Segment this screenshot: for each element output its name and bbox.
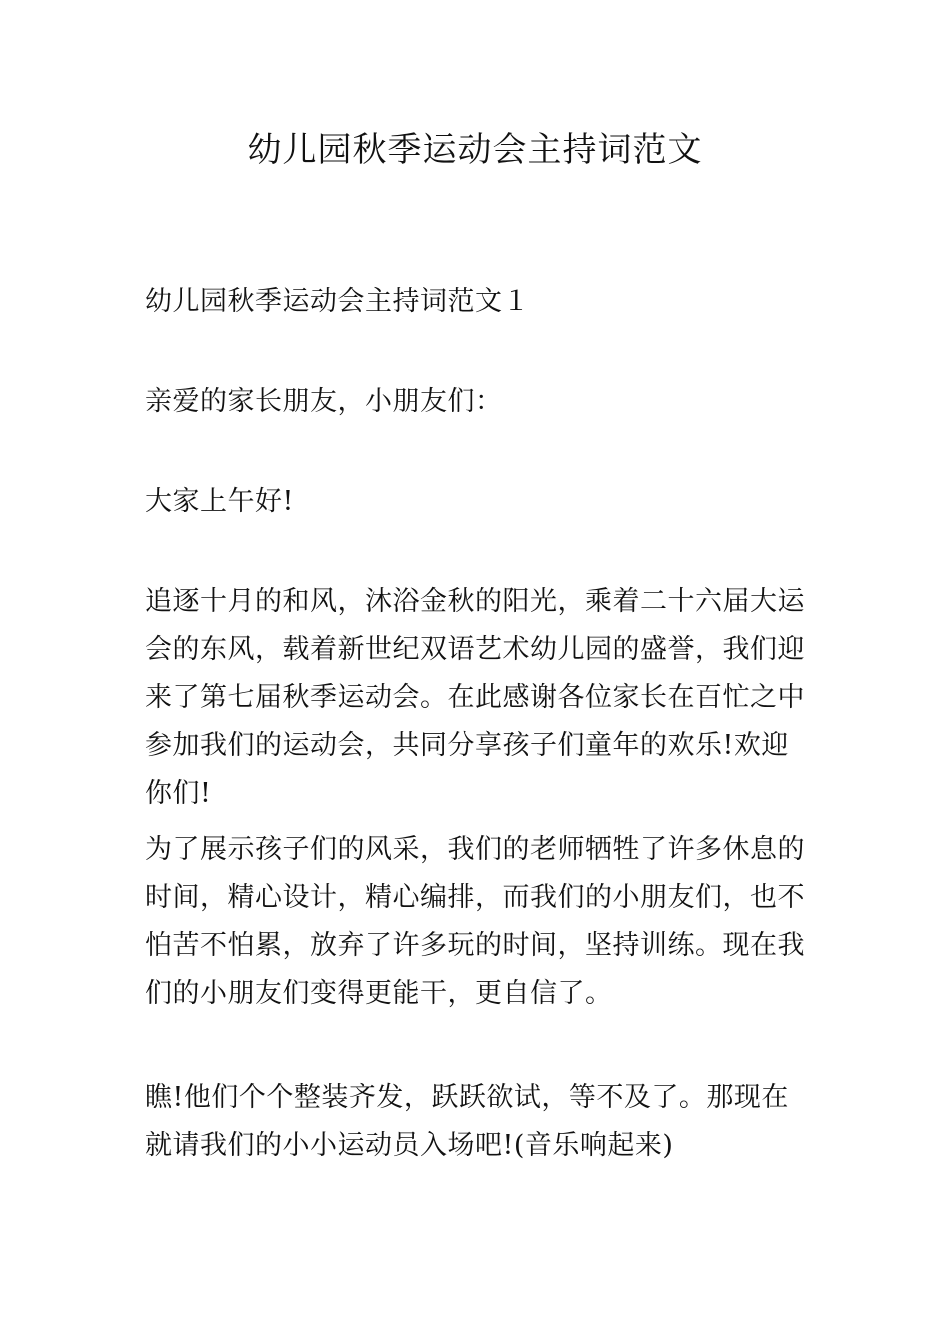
body-paragraph: 为了展示孩子们的风采，我们的老师牺牲了许多休息的时间，精心设计，精心编排，而我们的小朋友们，也不怕苦不怕累，放弃了许多玩的时间，坚持训练。现在我们的小朋友们变得更能干，更自信了。 — [145, 834, 805, 1009]
greeting-line: 亲爱的家长朋友，小朋友们： — [145, 386, 503, 417]
body-paragraph: 瞧!他们个个整装齐发，跃跃欲试，等不及了。那现在就请我们的小小运动员入场吧!(音乐响起来) — [145, 1082, 789, 1161]
hello-line: 大家上午好! — [145, 486, 294, 517]
body-paragraph: 追逐十月的和风，沐浴金秋的阳光，乘着二十六届大运会的东风，载着新世纪双语艺术幼儿园的盛誉，我们迎来了第七届秋季运动会。在此感谢各位家长在百忙之中参加我们的运动会，共同分享孩子们童年的欢乐!欢迎你们! — [145, 586, 805, 809]
section-heading: 幼儿园秋季运动会主持词范文１ — [145, 286, 530, 317]
document-title: 幼儿园秋季运动会主持词范文 — [247, 130, 703, 170]
